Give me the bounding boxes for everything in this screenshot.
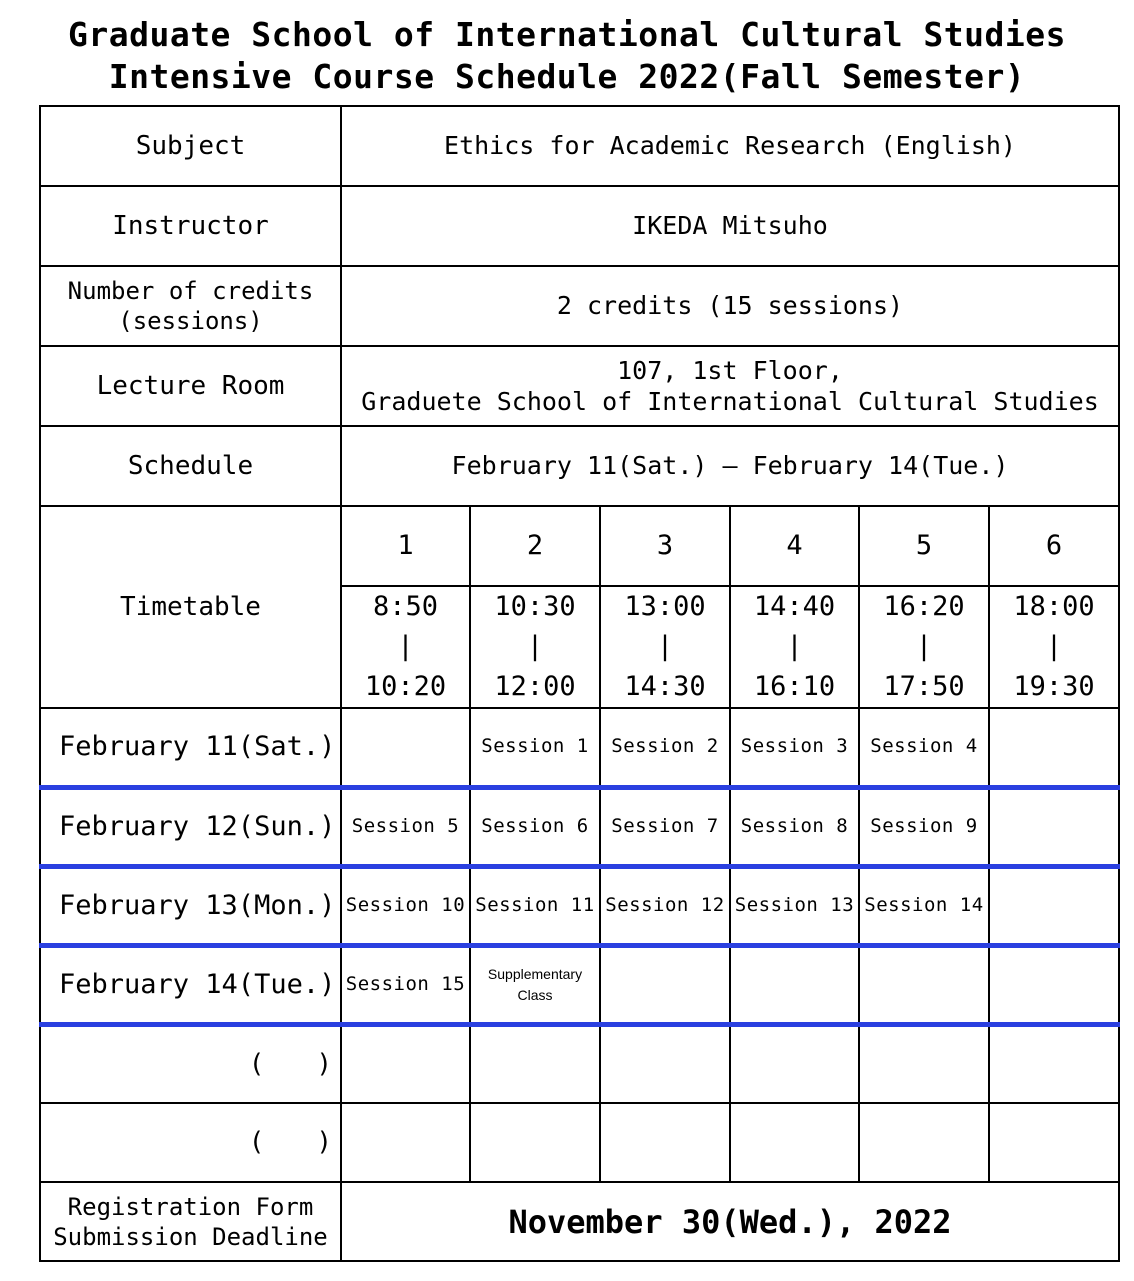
period-sep: | — [397, 631, 414, 662]
empty-cell — [470, 1103, 600, 1182]
empty-date: ( ) — [40, 1103, 341, 1182]
room-row — [40, 346, 1119, 426]
room-value-line1: 107, 1st Floor, — [617, 355, 843, 385]
session-cell: Session 5 — [341, 787, 470, 866]
period-sep: | — [526, 631, 544, 662]
session-cell: Session 2 — [600, 708, 730, 787]
empty-row — [40, 1024, 1119, 1103]
schedule-label: Schedule — [40, 426, 341, 506]
session-cell: Session 3 — [730, 708, 859, 787]
empty-cell — [989, 1103, 1119, 1182]
period-end: 16:10 — [753, 671, 836, 702]
supplementary-class-cell — [470, 945, 600, 1024]
session-cell — [730, 945, 859, 1024]
empty-cell — [730, 1103, 859, 1182]
credits-value: 2 credits (15 sessions) — [341, 266, 1119, 346]
empty-cell — [600, 1103, 730, 1182]
session-cell — [989, 866, 1119, 945]
deadline-label-line2: Submission Deadline — [53, 1222, 328, 1251]
period-sep: | — [786, 631, 803, 662]
session-cell — [989, 945, 1119, 1024]
empty-cell — [470, 1024, 600, 1103]
session-cell: Session 7 — [600, 787, 730, 866]
session-cell: Session 15 — [341, 945, 470, 1024]
period-start: 10:30 — [494, 591, 576, 622]
credits-row — [40, 266, 1119, 346]
period-number: 5 — [859, 506, 989, 586]
day-row — [40, 945, 1119, 1024]
subject-value: Ethics for Academic Research (English) — [341, 106, 1119, 186]
session-cell — [600, 945, 730, 1024]
empty-cell — [341, 1024, 470, 1103]
session-cell — [859, 945, 989, 1024]
room-label: Lecture Room — [40, 346, 341, 426]
empty-cell — [730, 1024, 859, 1103]
room-value-line2: Graduete School of International Cultural Studies — [361, 387, 1099, 416]
deadline-label-line1: Registration Form — [67, 1192, 314, 1221]
period-number: 2 — [470, 506, 600, 586]
session-cell: Session 12 — [600, 866, 730, 945]
period-start: 18:00 — [1013, 591, 1095, 622]
day-row — [40, 866, 1119, 945]
empty-row — [40, 1103, 1119, 1182]
period-time — [859, 586, 989, 708]
session-cell — [989, 787, 1119, 866]
deadline-row — [40, 1182, 1119, 1261]
page-title-line2: Intensive Course Schedule 2022(Fall Semester) — [108, 57, 1026, 96]
session-cell — [989, 708, 1119, 787]
period-time — [730, 586, 859, 708]
session-cell: Session 10 — [341, 866, 470, 945]
period-end: 17:50 — [883, 671, 965, 702]
subject-label: Subject — [40, 106, 341, 186]
period-time — [470, 586, 600, 708]
session-cell: Session 9 — [859, 787, 989, 866]
supplementary-line2: Class — [517, 986, 553, 1003]
day-date: February 11(Sat.) — [40, 708, 341, 787]
session-cell: Session 4 — [859, 708, 989, 787]
period-start: 8:50 — [372, 591, 439, 622]
day-date: February 13(Mon.) — [40, 866, 341, 945]
session-cell: Session 8 — [730, 787, 859, 866]
period-end: 14:30 — [624, 671, 706, 702]
period-number: 1 — [341, 506, 470, 586]
period-time — [989, 586, 1119, 708]
schedule-table — [39, 105, 1120, 1262]
period-number: 6 — [989, 506, 1119, 586]
period-end: 19:30 — [1013, 671, 1095, 702]
credits-label-line1: Number of credits — [67, 277, 314, 305]
period-sep: | — [656, 631, 674, 662]
deadline-label — [40, 1182, 341, 1261]
period-sep: | — [1045, 631, 1063, 662]
day-date: February 12(Sun.) — [40, 787, 341, 866]
period-time — [341, 586, 470, 708]
page-title-line1: Graduate School of International Cultural Studies — [67, 15, 1067, 54]
period-number: 4 — [730, 506, 859, 586]
schedule-row — [40, 426, 1119, 506]
period-start: 16:20 — [883, 591, 965, 622]
empty-cell — [859, 1024, 989, 1103]
credits-label-line2: (sessions) — [118, 307, 263, 335]
period-number: 3 — [600, 506, 730, 586]
period-start: 13:00 — [624, 591, 706, 622]
session-cell — [341, 708, 470, 787]
period-end: 12:00 — [494, 671, 576, 702]
empty-cell — [341, 1103, 470, 1182]
empty-cell — [989, 1024, 1119, 1103]
instructor-value: IKEDA Mitsuho — [341, 186, 1119, 266]
period-start: 14:40 — [753, 591, 836, 622]
period-time — [600, 586, 730, 708]
supplementary-line1: Supplementary — [487, 966, 583, 983]
session-cell: Session 14 — [859, 866, 989, 945]
instructor-row — [40, 186, 1119, 266]
timetable-period-row — [40, 506, 1119, 586]
session-cell: Session 13 — [730, 866, 859, 945]
empty-cell — [600, 1024, 730, 1103]
schedule-value: February 11(Sat.) — February 14(Tue.) — [341, 426, 1119, 506]
day-date: February 14(Tue.) — [40, 945, 341, 1024]
session-cell: Session 11 — [470, 866, 600, 945]
day-row — [40, 708, 1119, 787]
session-cell: Session 1 — [470, 708, 600, 787]
period-sep: | — [915, 631, 933, 662]
instructor-label: Instructor — [40, 186, 341, 266]
subject-row — [40, 106, 1119, 186]
timetable-label: Timetable — [40, 506, 341, 708]
empty-cell — [859, 1103, 989, 1182]
period-end: 10:20 — [364, 671, 447, 702]
empty-date: ( ) — [40, 1024, 341, 1103]
day-row — [40, 787, 1119, 866]
credits-label — [40, 266, 341, 346]
deadline-value: November 30(Wed.), 2022 — [341, 1182, 1119, 1261]
room-value — [341, 346, 1119, 426]
session-cell: Session 6 — [470, 787, 600, 866]
